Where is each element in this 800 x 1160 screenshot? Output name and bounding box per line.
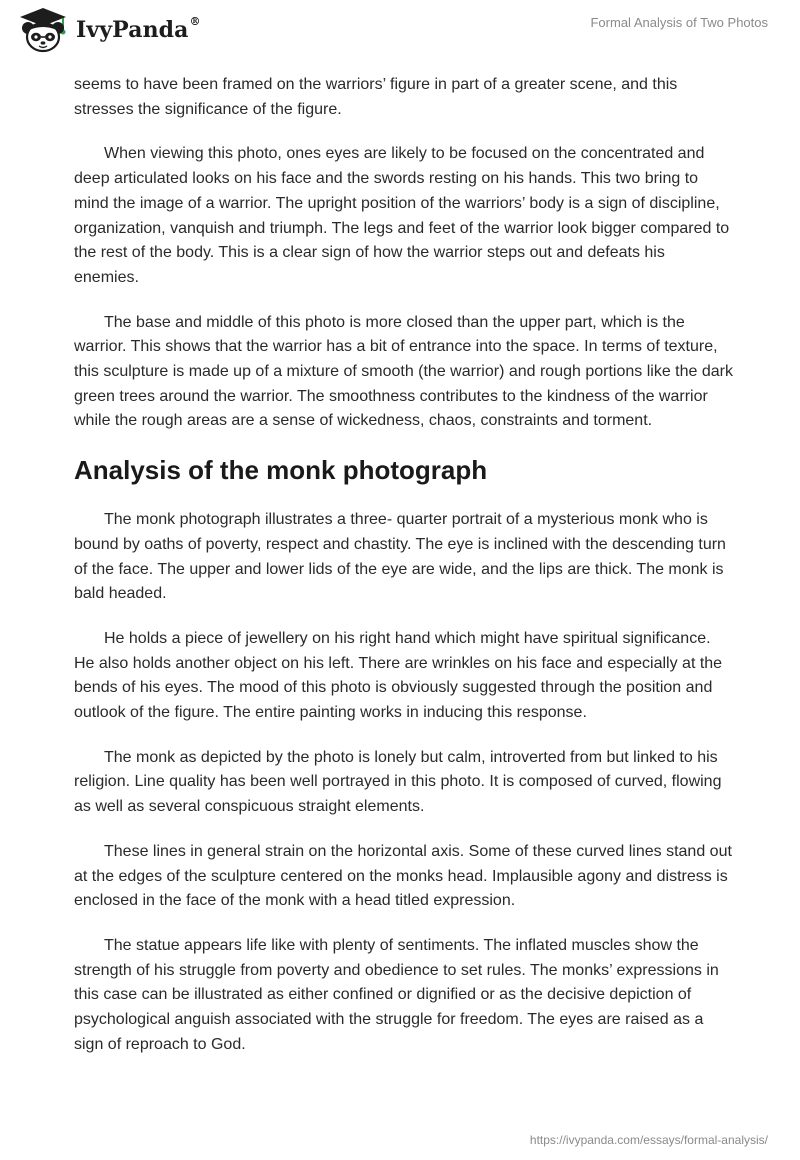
brand-name: IvyPanda® xyxy=(76,15,201,43)
page-header xyxy=(0,0,800,60)
panda-graduate-icon xyxy=(14,6,72,54)
section-heading: Analysis of the monk photograph xyxy=(74,455,488,486)
paragraph: The monk as depicted by the photo is lonely but calm, introverted from but linked to his religion. Line quality has been well portrayed in this photo. It is composed of curved, flowing as well as several conspicuous straight elements. xyxy=(74,748,722,816)
paragraph: When viewing this photo, ones eyes are likely to be focused on the concentrated and deep articulated looks on his face and the swords resting on his hands. This two bring to mind the image of a warrior. The upright position of the warriors’ body is a sign of discipline, organization, vanquish and triumph. The legs and feet of the warrior look bigger compared to the rest of the body. This is a clear sign of how the warrior steps out and defeats his enemies. xyxy=(74,145,730,286)
paragraph: The statue appears life like with plenty of sentiments. The inflated muscles show the strength of his struggle from poverty and obedience to set rules. The monks’ expressions in this case can be illustrated as either confined or dignified or as the decisive depiction of psychological anguish associated with the struggle for freedom. The eyes are raised as a sign of reproach to God. xyxy=(74,936,719,1053)
registered-mark: ® xyxy=(189,15,201,28)
article-body xyxy=(74,73,734,1078)
paragraph: The base and middle of this photo is more closed than the upper part, which is the warrior. This shows that the warrior has a bit of entrance into the space. In terms of texture, this sculpture is made up of a mixture of smooth (the warrior) and rough portions like the dark green trees around the warrior. The smoothness contributes to the kindness of the warrior while the rough areas are a sense of wickedness, chaos, constraints and torment. xyxy=(74,313,733,430)
document-title: Formal Analysis of Two Photos xyxy=(590,15,768,30)
ivypanda-logo[interactable] xyxy=(14,6,201,54)
paragraph: The monk photograph illustrates a three- quarter portrait of a mysterious monk who is bound by oaths of poverty, respect and chastity. The eye is inclined with the descending turn of the face. The upper and lower lids of the eye are wide, and the lips are thick. The monk is bald headed. xyxy=(74,511,726,603)
paragraph: He holds a piece of jewellery on his right hand which might have spiritual significance. He also holds another object on his left. There are wrinkles on his face and especially at the bends of his eyes. The mood of this photo is obviously suggested through the position and outlook of the figure. The entire painting works in inducing this response. xyxy=(74,629,723,722)
paragraph-continued: seems to have been framed on the warriors’ figure in part of a greater scene, and this stresses the significance of the figure. xyxy=(74,76,678,118)
source-url[interactable]: https://ivypanda.com/essays/formal-analysis/ xyxy=(529,1133,768,1147)
paragraph: These lines in general strain on the horizontal axis. Some of these curved lines stand out at the edges of the sculpture centered on the monks head. Implausible agony and distress is enclosed in the face of the monk with a head titled expression. xyxy=(74,842,732,910)
